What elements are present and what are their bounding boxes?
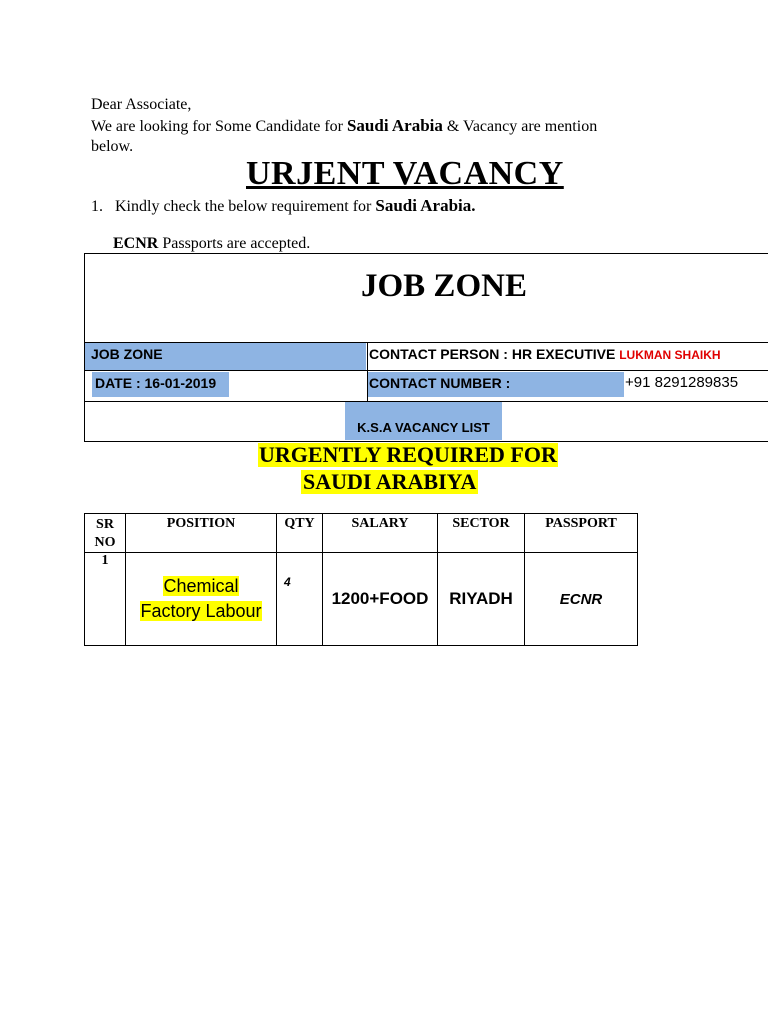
ecnr-text: Passports are accepted.	[158, 235, 311, 252]
vacancy-table	[84, 513, 638, 646]
vacancy-list-label: K.S.A VACANCY LIST	[357, 420, 490, 435]
cell-passport: ECNR	[525, 553, 638, 646]
position-line-1: Chemical	[163, 576, 239, 596]
intro-line-2: below.	[91, 138, 134, 155]
urgent-line-1: URGENTLY REQUIRED FOR	[259, 442, 557, 467]
intro-line-1	[91, 116, 597, 137]
contact-number-label: CONTACT NUMBER :	[369, 375, 511, 391]
ecnr-note	[113, 234, 310, 254]
intro-line-1-after: & Vacancy are mention	[442, 118, 598, 135]
job-zone-label: JOB ZONE	[91, 346, 163, 362]
check-text: Kindly check the below requirement for	[115, 198, 376, 215]
divider	[85, 370, 768, 371]
contact-number-value: +91 8291289835	[625, 374, 739, 391]
cell-sr-no: 1	[85, 553, 126, 646]
cell-qty: 4	[277, 553, 323, 646]
check-number: 1.	[91, 198, 103, 215]
job-zone-box	[84, 253, 768, 442]
table-row	[85, 553, 638, 646]
header-sr-no: SR NO	[85, 514, 126, 553]
check-country: Saudi Arabia.	[375, 196, 476, 215]
urgent-line-2: SAUDI ARABIYA	[303, 469, 477, 494]
cell-sector: RIYADH	[438, 553, 525, 646]
ecnr-bold: ECNR	[113, 235, 159, 252]
contact-person	[369, 346, 721, 362]
check-item	[91, 196, 476, 217]
header-sector: SECTOR	[438, 514, 525, 553]
page-title: URJENT VACANCY	[246, 155, 564, 192]
cell-salary: 1200+FOOD	[323, 553, 438, 646]
header-salary: SALARY	[323, 514, 438, 553]
header-qty: QTY	[277, 514, 323, 553]
cell-position	[126, 553, 277, 646]
greeting: Dear Associate,	[91, 96, 192, 113]
header-passport: PASSPORT	[525, 514, 638, 553]
contact-person-label: CONTACT PERSON : HR EXECUTIVE	[369, 346, 620, 362]
intro-country: Saudi Arabia	[346, 116, 443, 135]
intro-line-1-before: We are looking for Some Candidate for	[91, 118, 347, 135]
box-title: JOB ZONE	[361, 268, 527, 304]
position-line-2: Factory Labour	[140, 601, 262, 621]
contact-person-name: LUKMAN SHAIKH	[619, 348, 721, 362]
date-label: DATE : 16-01-2019	[95, 375, 217, 391]
table-header-row	[85, 514, 638, 553]
header-position: POSITION	[126, 514, 277, 553]
